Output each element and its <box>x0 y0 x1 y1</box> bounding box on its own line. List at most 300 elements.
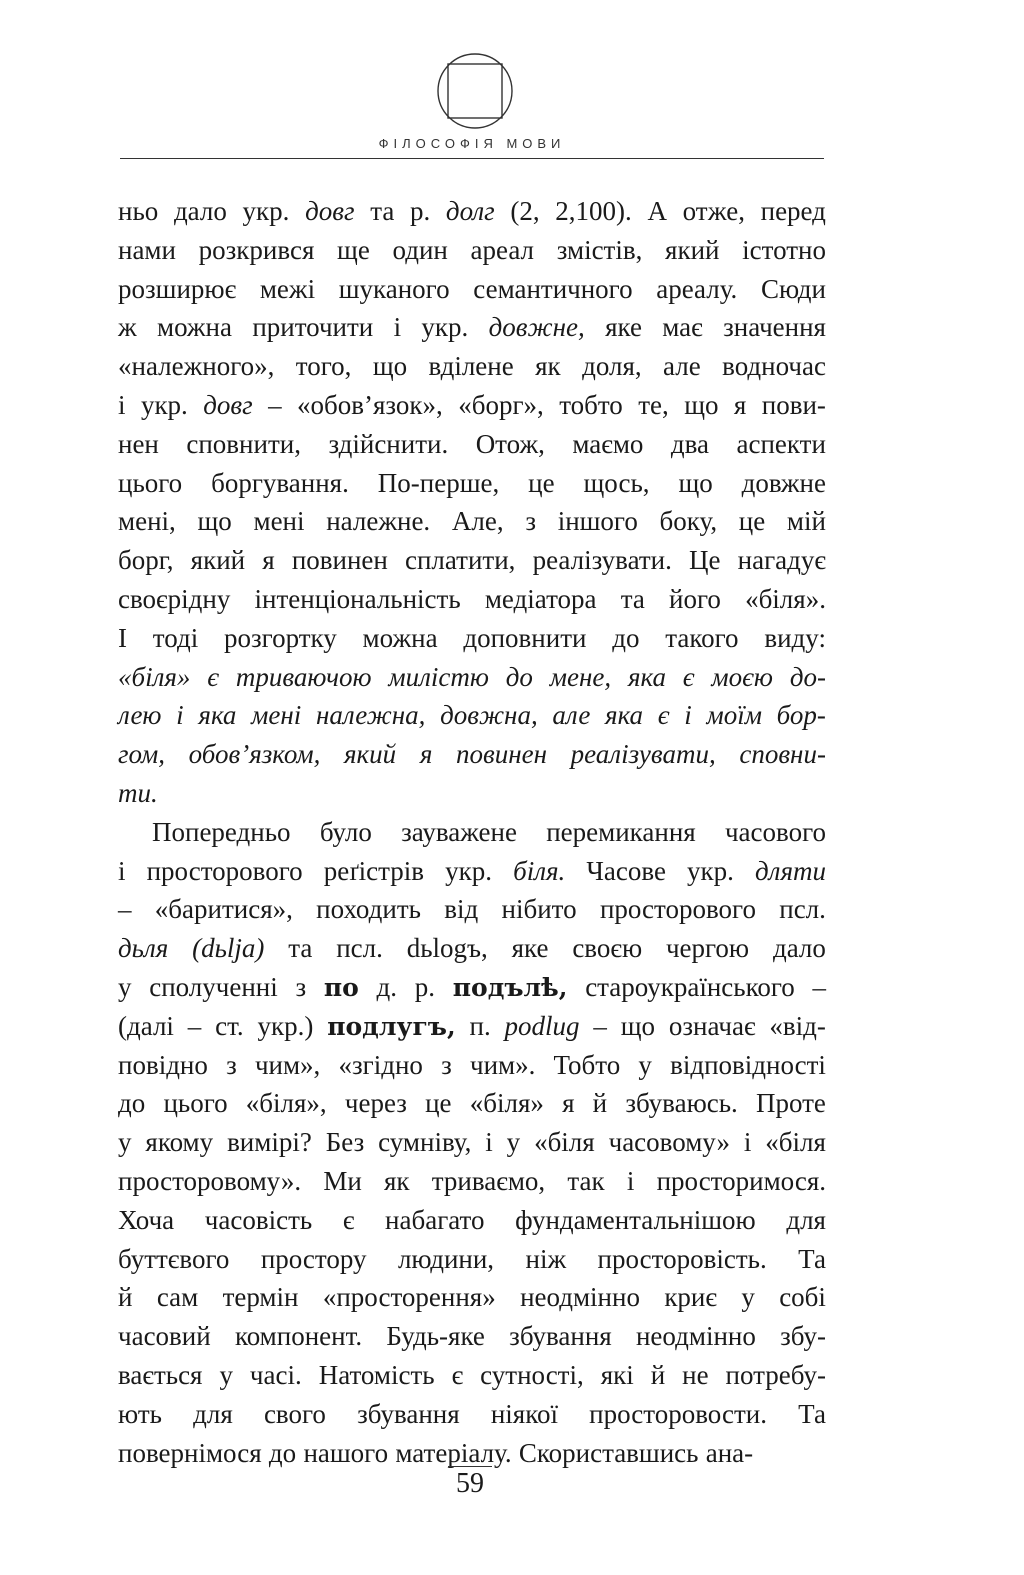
text-line <box>118 1201 826 1240</box>
word: Ми <box>323 1165 362 1196</box>
word: й <box>118 1282 133 1313</box>
word: я <box>733 389 747 420</box>
word: у <box>219 1359 233 1390</box>
word: що <box>197 506 232 537</box>
word: повинен <box>456 739 548 770</box>
word: псл. <box>779 894 826 925</box>
text-line <box>118 270 826 309</box>
word: Але, <box>451 506 504 537</box>
word: дьля <box>118 933 169 964</box>
word: 2,100). <box>555 196 632 226</box>
word: (далі <box>118 1010 174 1041</box>
word: який <box>344 739 397 770</box>
word: я <box>419 739 433 770</box>
word: дало <box>772 933 826 964</box>
word: яке <box>511 933 549 964</box>
word: істотно <box>742 234 826 265</box>
word: того, <box>295 351 352 382</box>
word: Отож, <box>475 428 545 459</box>
word: ньо <box>118 196 159 226</box>
word: обов’язком, <box>188 739 321 770</box>
word: є <box>682 661 695 692</box>
word: (dьlja) <box>192 933 265 964</box>
word: який <box>665 234 720 265</box>
word: доля, <box>582 351 642 382</box>
word: просторовости. <box>589 1398 767 1429</box>
word: через <box>344 1088 407 1119</box>
word: що <box>684 389 719 420</box>
word: простору <box>260 1243 367 1274</box>
word: укр. <box>445 855 493 886</box>
word: триваємо, <box>431 1165 546 1196</box>
word: сплатити, <box>404 545 516 576</box>
word: своєрідну <box>118 583 231 614</box>
word: ще <box>337 234 370 265</box>
word: біля. <box>513 855 566 886</box>
text-line <box>118 1317 826 1356</box>
word: неодмінно <box>635 1321 756 1352</box>
word: та <box>370 196 395 226</box>
word: dьlogъ, <box>406 933 488 964</box>
word: нами <box>118 234 176 265</box>
text-line <box>118 502 826 541</box>
word: ніякої <box>490 1398 558 1429</box>
word: чергою <box>665 933 750 964</box>
text-line <box>118 347 826 386</box>
word: з <box>441 1049 452 1080</box>
word: ж <box>118 312 137 343</box>
word: Хоча <box>118 1204 175 1235</box>
word: часі. <box>249 1359 302 1390</box>
text-line <box>118 1046 826 1085</box>
word: до <box>268 1437 297 1468</box>
word: мене, <box>549 661 612 692</box>
text-line <box>118 813 826 852</box>
word: має <box>662 312 703 343</box>
word: як <box>535 351 561 382</box>
word: компонент. <box>234 1321 363 1352</box>
text-line <box>118 1007 826 1046</box>
word: по <box>323 972 359 1002</box>
text-line <box>118 580 826 619</box>
word: зауважене <box>401 816 517 847</box>
word: і <box>684 700 692 731</box>
word: яка <box>627 661 666 692</box>
word: нашого <box>303 1437 389 1468</box>
word: змістів, <box>556 234 643 265</box>
word: з <box>226 1049 237 1080</box>
text-line <box>118 619 826 658</box>
word: медіатора <box>484 583 597 614</box>
text-line <box>118 658 826 697</box>
word: своєю <box>572 933 643 964</box>
header-rule <box>120 158 824 159</box>
running-head: ФІЛОСОФІЯ МОВИ <box>378 136 566 151</box>
word: тобто <box>559 389 623 420</box>
word: це <box>738 506 766 537</box>
word: я <box>262 545 275 576</box>
word: довг <box>203 389 253 420</box>
word: маємо <box>572 428 644 459</box>
text-line <box>118 1162 826 1201</box>
word: що <box>620 1010 656 1041</box>
word: з <box>525 506 536 537</box>
word: довг <box>305 196 355 226</box>
word: «біля <box>534 1127 595 1158</box>
word: яка <box>198 700 237 731</box>
word: криє <box>664 1282 717 1313</box>
text-line <box>118 735 826 774</box>
word: є <box>451 1359 464 1390</box>
word: шуканого <box>338 273 450 304</box>
word: сутності, <box>480 1359 584 1390</box>
word: іншого <box>557 506 638 537</box>
word: собі <box>779 1282 826 1313</box>
word: і <box>118 855 126 886</box>
text-line <box>118 929 826 968</box>
word: які <box>600 1359 634 1390</box>
word: просторовість. <box>597 1243 767 1274</box>
word: псл. <box>336 933 383 964</box>
word: укр. <box>687 855 734 886</box>
word: перемикання <box>546 816 696 847</box>
word: сповни- <box>739 739 826 770</box>
word: чим». <box>469 1049 536 1080</box>
word: лею <box>118 700 162 731</box>
text-line <box>118 1356 826 1395</box>
word: «від- <box>769 1010 826 1041</box>
word: боргування. <box>211 467 349 498</box>
word: повинен <box>291 545 388 576</box>
word: – <box>187 1010 202 1041</box>
word: «борг», <box>458 389 544 420</box>
word: мені <box>253 506 305 537</box>
word: моєю <box>711 661 773 692</box>
word: д. <box>376 971 398 1002</box>
word: повернімося <box>118 1437 262 1468</box>
word: Попередньо <box>152 816 291 847</box>
word: з <box>295 971 307 1002</box>
word: Натомість <box>318 1359 435 1390</box>
word: мені, <box>118 506 176 537</box>
word: отже, <box>682 196 745 226</box>
word: і <box>626 1165 635 1196</box>
word: не <box>682 1359 709 1390</box>
text-line <box>118 852 826 891</box>
word: яке <box>605 312 642 343</box>
word: межі <box>259 273 316 304</box>
word: ніж <box>525 1243 567 1274</box>
word: до <box>612 622 640 653</box>
word: і <box>118 389 126 420</box>
text-line <box>118 192 826 231</box>
word: довжна, <box>440 700 538 731</box>
word: та <box>288 933 313 964</box>
word: інтенціональність <box>254 583 461 614</box>
word: podlug <box>504 1010 580 1041</box>
word: укр. <box>421 312 469 343</box>
word: довжне, <box>488 312 585 343</box>
word: бор- <box>776 700 826 731</box>
word: просторового <box>599 894 756 925</box>
word: подлугъ, <box>327 1011 456 1041</box>
word: Скориставшись <box>518 1437 699 1468</box>
word: «біля <box>765 1127 826 1158</box>
word: Та <box>798 1398 826 1429</box>
word: ст. <box>215 1010 244 1041</box>
word: так <box>567 1165 605 1196</box>
word: людини, <box>397 1243 495 1274</box>
word: (2, <box>510 196 540 226</box>
word: р. <box>409 196 431 226</box>
word: Будь-яке <box>386 1321 485 1352</box>
word: «просторення» <box>322 1282 496 1313</box>
word: вділене <box>428 351 514 382</box>
word: і <box>176 700 184 731</box>
word: нібито <box>501 894 577 925</box>
word: дало <box>173 196 227 226</box>
word: р. <box>414 971 436 1002</box>
word: Без <box>325 1127 365 1158</box>
word: у <box>118 971 132 1002</box>
word: щось, <box>583 467 650 498</box>
word: вимірі? <box>227 1127 312 1158</box>
text-line <box>118 464 826 503</box>
word: сповнити, <box>186 428 301 459</box>
word: А <box>647 196 667 226</box>
text-line <box>118 1123 826 1162</box>
word: у <box>118 1127 132 1158</box>
word: реалізувати. <box>532 545 672 576</box>
word: мій <box>786 506 826 537</box>
word: семантичного <box>473 273 633 304</box>
word: ана- <box>705 1437 754 1468</box>
word: значення <box>723 312 826 343</box>
word: чим», <box>254 1049 321 1080</box>
word: «біля» <box>469 1088 544 1119</box>
text-line <box>118 1084 826 1123</box>
word: «біля», <box>245 1088 327 1119</box>
word: вається <box>118 1359 203 1390</box>
word: реґістрів <box>323 855 425 886</box>
word: набагато <box>385 1204 485 1235</box>
word: – <box>812 971 826 1002</box>
word: було <box>319 816 372 847</box>
word: гом, <box>118 739 165 770</box>
word: Тобто <box>553 1049 621 1080</box>
text-line <box>118 386 826 425</box>
word: означає <box>668 1010 756 1041</box>
word: пови- <box>761 389 826 420</box>
word: «біля» <box>118 661 191 692</box>
word: «баритися», <box>154 894 293 925</box>
word: у <box>506 1127 521 1158</box>
word: перед <box>760 196 826 226</box>
text-line <box>118 308 826 347</box>
word: мені <box>251 700 302 731</box>
word: часового <box>724 816 826 847</box>
word: укр. <box>242 196 290 226</box>
word: збування <box>509 1321 612 1352</box>
word: староукраїнського <box>585 971 795 1002</box>
word: нагадує <box>737 545 826 576</box>
word: Часове <box>586 855 666 886</box>
word: неодмінно <box>520 1282 640 1313</box>
text-line <box>118 425 826 464</box>
word: є <box>657 700 670 731</box>
word: Проте <box>755 1088 826 1119</box>
word: виду: <box>764 622 826 653</box>
word: для <box>786 1204 826 1235</box>
word: ти. <box>118 777 158 808</box>
word: «належного», <box>118 351 275 382</box>
word: збування <box>357 1398 460 1429</box>
word: фундаментальнішою <box>515 1204 756 1235</box>
word: ареалу. <box>656 273 738 304</box>
word: для <box>193 1398 233 1429</box>
word: – <box>118 894 132 925</box>
word: водночас <box>722 351 826 382</box>
word: є <box>207 661 220 692</box>
word: у <box>638 1049 652 1080</box>
text-line <box>118 1240 826 1279</box>
word: – <box>593 1010 607 1041</box>
word: здійснити. <box>328 428 449 459</box>
word: «згідно <box>338 1049 423 1080</box>
text-line <box>118 541 826 580</box>
word: та <box>620 583 645 614</box>
circle-square-emblem-icon <box>436 52 514 130</box>
word: дляти <box>755 855 826 886</box>
word: цього <box>163 1088 228 1119</box>
word: і <box>393 312 402 343</box>
word: це <box>425 1088 452 1119</box>
word: належна, <box>315 700 426 731</box>
word: два <box>670 428 710 459</box>
word: що <box>678 467 713 498</box>
word: від <box>444 894 479 925</box>
text-line <box>118 890 826 929</box>
text-line <box>118 696 826 735</box>
word: розширює <box>118 273 237 304</box>
word: до- <box>789 661 826 692</box>
word: І <box>118 622 127 653</box>
word: це <box>528 467 555 498</box>
word: потребу- <box>725 1359 826 1390</box>
word: можна <box>362 622 438 653</box>
word: розгортку <box>224 622 337 653</box>
word: якому <box>145 1127 214 1158</box>
word: збу- <box>780 1321 826 1352</box>
word: – <box>268 389 282 420</box>
word: доповнити <box>463 622 587 653</box>
word: п. <box>469 1010 491 1041</box>
word: що <box>372 351 408 382</box>
word: належне. <box>326 506 431 537</box>
word: «обов’язок», <box>297 389 443 420</box>
word: до <box>118 1088 146 1119</box>
word: боку, <box>659 506 718 537</box>
word: один <box>392 234 448 265</box>
word: але <box>663 351 701 382</box>
word: і <box>743 1127 752 1158</box>
text-line <box>118 231 826 270</box>
word: реалізувати, <box>570 739 716 770</box>
word: тоді <box>152 622 199 653</box>
word: довжне <box>741 467 826 498</box>
word: просторового <box>146 855 303 886</box>
word: але <box>552 700 591 731</box>
word: збуваюсь. <box>625 1088 738 1119</box>
word: укр.) <box>257 1010 314 1041</box>
word: можна <box>156 312 232 343</box>
word: яка <box>605 700 644 731</box>
page-number: 59 <box>456 1468 484 1499</box>
text-line <box>118 1278 826 1317</box>
word: буттєвого <box>118 1243 230 1274</box>
word: милістю <box>388 661 489 692</box>
word: ють <box>118 1398 162 1429</box>
text-line <box>118 774 826 813</box>
word: повідно <box>118 1049 208 1080</box>
word: свого <box>263 1398 326 1429</box>
word: долг <box>445 196 495 226</box>
word: термін <box>222 1282 299 1313</box>
word: й <box>592 1088 608 1119</box>
word: цього <box>118 467 183 498</box>
word: ареал <box>470 234 535 265</box>
word: просторимося. <box>656 1165 826 1196</box>
word: приточити <box>252 312 374 343</box>
word: у <box>741 1282 755 1313</box>
word: як <box>384 1165 410 1196</box>
word: укр. <box>140 389 188 420</box>
word: і <box>485 1127 493 1158</box>
word: моїм <box>706 700 762 731</box>
word: борг, <box>118 545 174 576</box>
text-line <box>118 968 826 1007</box>
word: По-перше, <box>377 467 500 498</box>
word: походить <box>316 894 421 925</box>
word: подълѣ, <box>452 972 568 1002</box>
word: часовому» <box>608 1127 730 1158</box>
word: «біля». <box>745 583 826 614</box>
word: я <box>562 1088 575 1119</box>
word: триваючою <box>235 661 372 692</box>
word: відповідності <box>670 1049 826 1080</box>
word: Це <box>689 545 721 576</box>
word: матеріалу. <box>395 1437 512 1468</box>
word: часовий <box>118 1321 211 1352</box>
word: Сюди <box>760 273 826 304</box>
word: часовість <box>204 1204 313 1235</box>
word: те, <box>638 389 669 420</box>
word: просторовому». <box>118 1165 302 1196</box>
word: розкрився <box>198 234 315 265</box>
word: є <box>342 1204 355 1235</box>
body-text <box>118 192 826 1472</box>
word: нен <box>118 428 159 459</box>
word: його <box>669 583 721 614</box>
word: й <box>650 1359 666 1390</box>
word: до <box>505 661 533 692</box>
text-line <box>118 1395 826 1434</box>
word: Та <box>798 1243 826 1274</box>
word: аспекти <box>736 428 826 459</box>
word: такого <box>665 622 739 653</box>
word: сумніву, <box>378 1127 472 1158</box>
word: який <box>190 545 246 576</box>
